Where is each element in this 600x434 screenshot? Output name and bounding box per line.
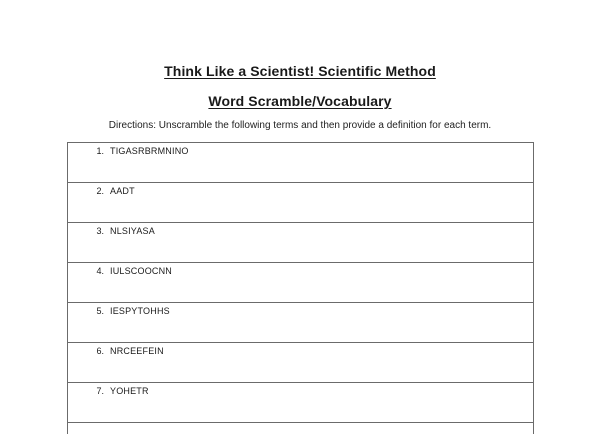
scrambled-word: NRCEEFEIN <box>110 346 164 356</box>
table-row <box>68 383 533 423</box>
table-row <box>68 143 533 183</box>
scrambled-word: NLSIYASA <box>110 226 155 236</box>
table-row <box>68 183 533 223</box>
row-number: 6. <box>96 346 104 356</box>
table-row-partial <box>68 423 533 434</box>
worksheet-subtitle: Word Scramble/Vocabulary <box>208 93 392 109</box>
table-row <box>68 303 533 343</box>
table-row <box>68 223 533 263</box>
row-number: 3. <box>96 226 104 236</box>
word-scramble-table <box>67 142 534 434</box>
row-number: 1. <box>96 146 104 156</box>
scrambled-word: YOHETR <box>110 386 149 396</box>
scrambled-word: AADT <box>110 186 135 196</box>
row-number: 7. <box>96 386 104 396</box>
scrambled-word: IESPYTOHHS <box>110 306 170 316</box>
directions-text: Directions: Unscramble the following terms and then provide a definition for each term. <box>108 120 492 131</box>
row-number: 5. <box>96 306 104 316</box>
worksheet-title: Think Like a Scientist! Scientific Method <box>164 63 436 79</box>
scrambled-word: TIGASRBRMNINO <box>110 146 189 156</box>
row-number: 4. <box>96 266 104 276</box>
table-row <box>68 343 533 383</box>
table-row <box>68 263 533 303</box>
scrambled-word: IULSCOOCNN <box>110 266 173 276</box>
row-number: 2. <box>96 186 104 196</box>
